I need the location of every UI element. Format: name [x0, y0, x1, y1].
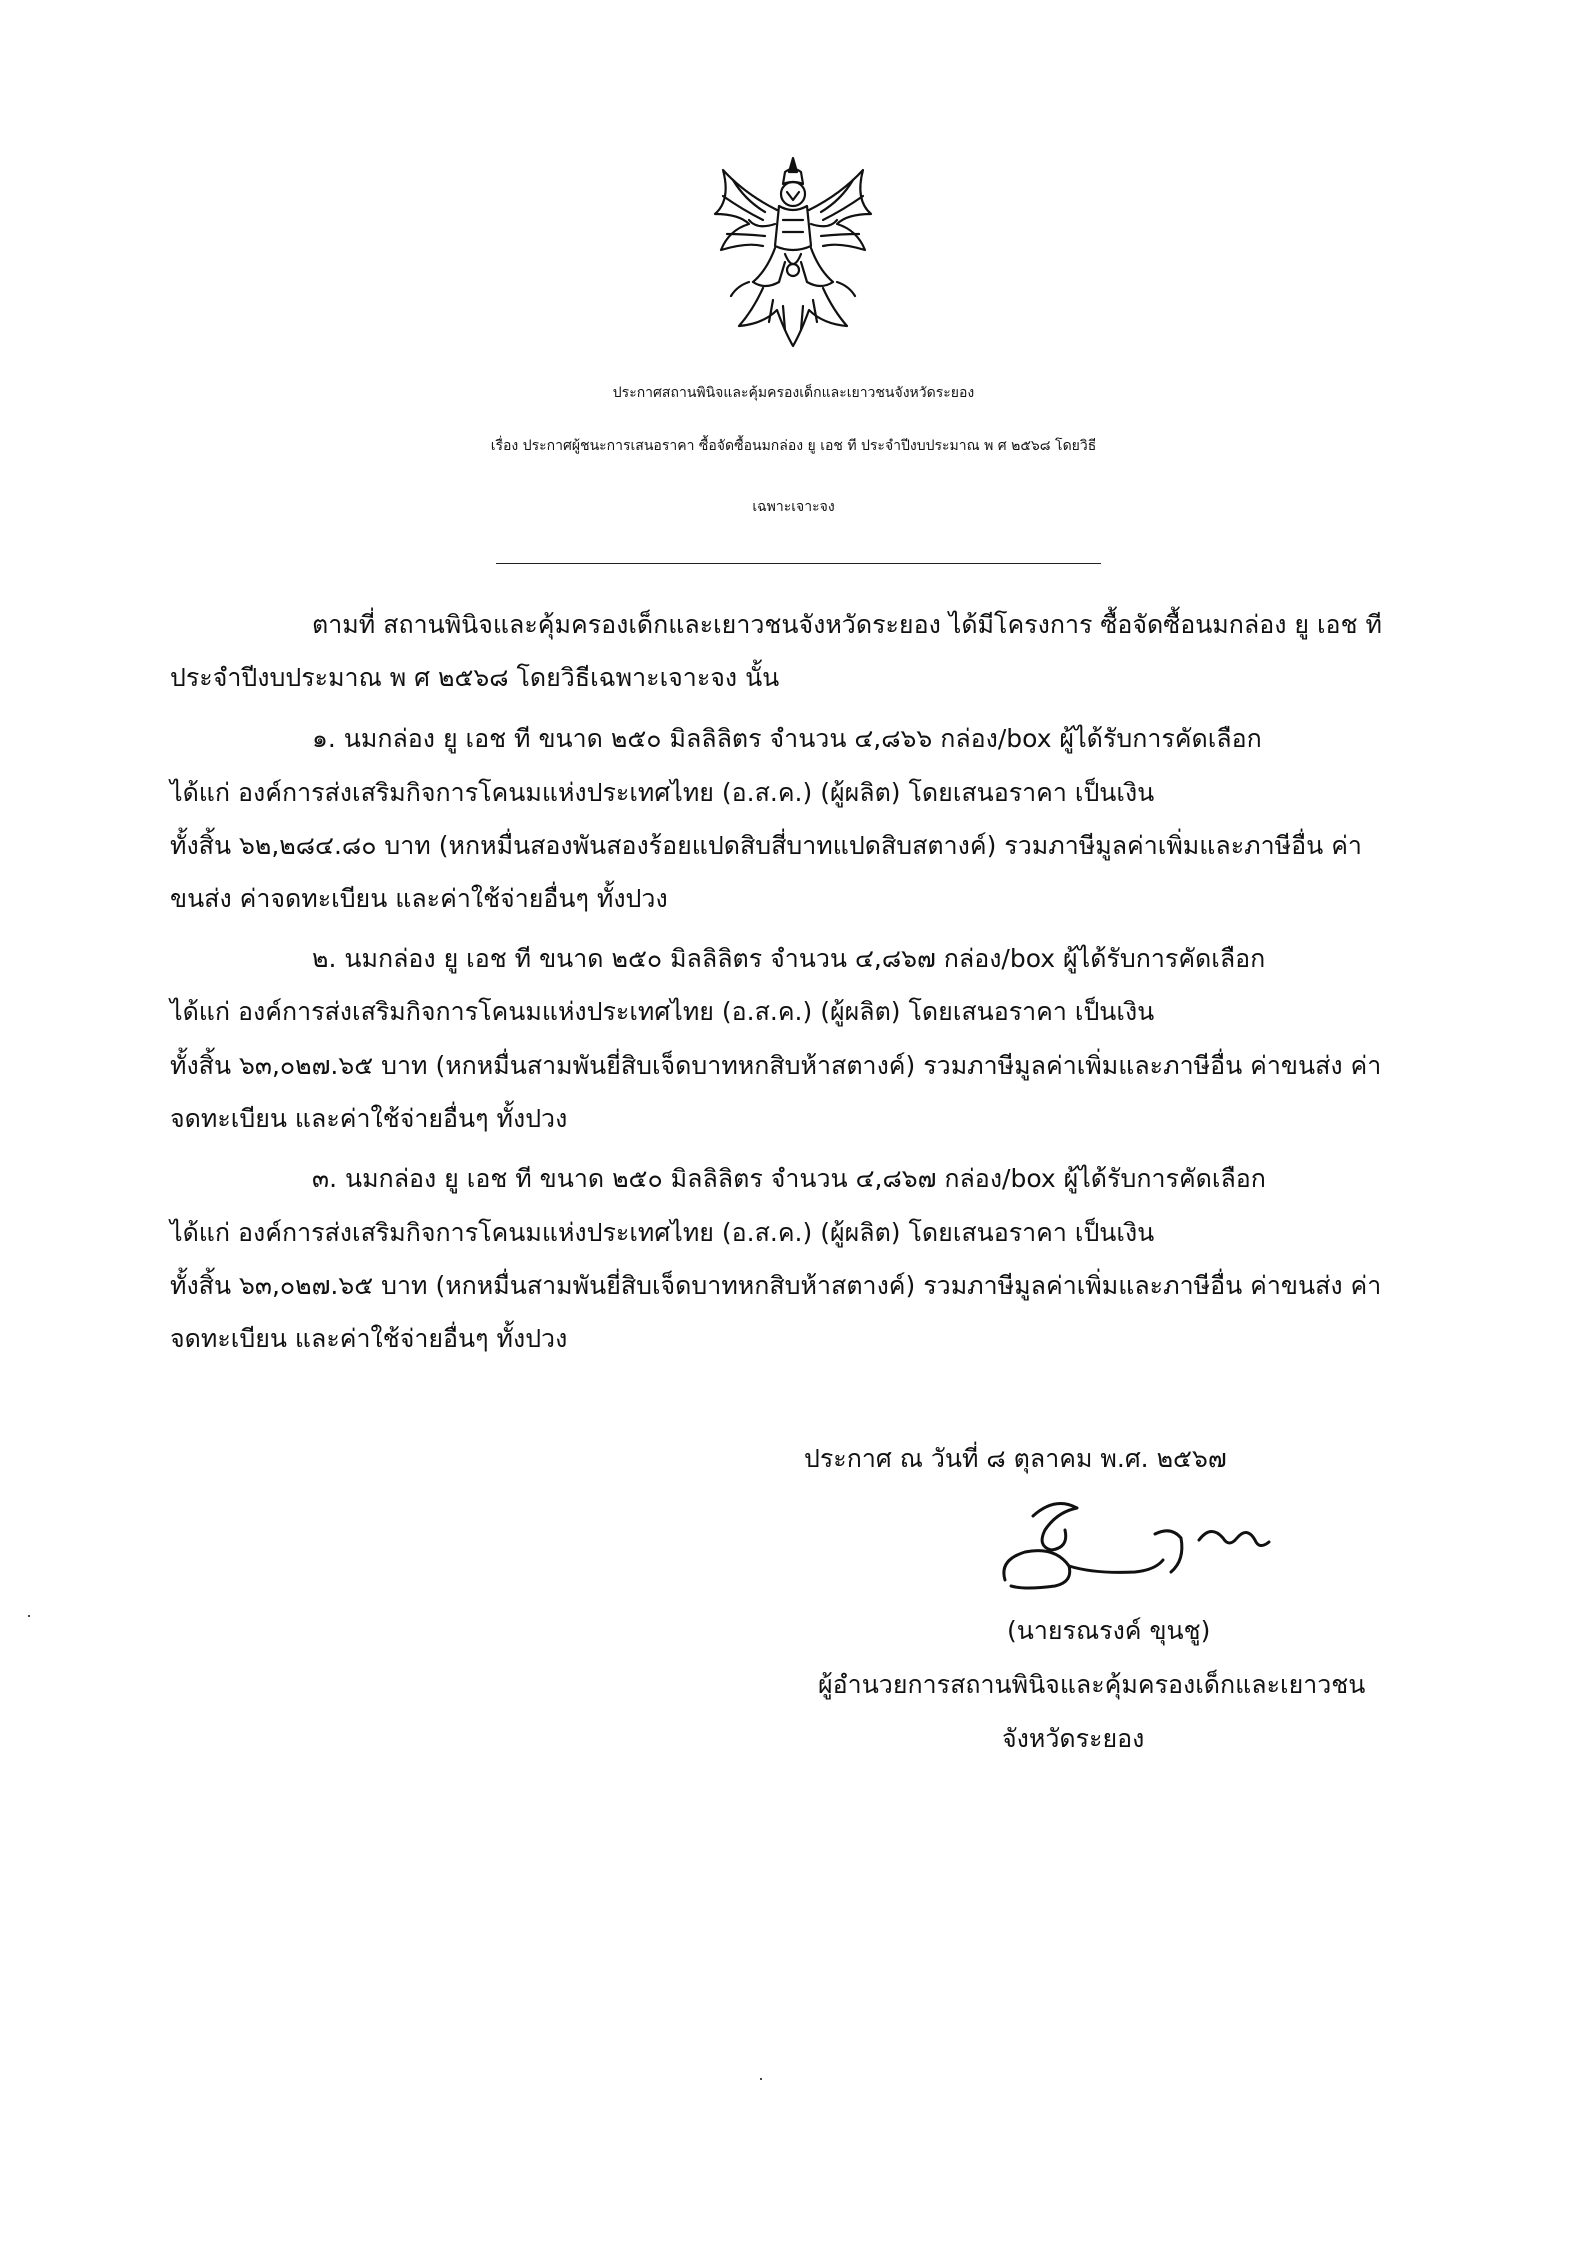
- item-3-line1: ๓. นมกล่อง ยู เอช ที ขนาด ๒๕๐ มิลลิลิตร จำนวน ๔,๘๖๗ กล่อง/box ผู้ได้รับการคัดเลือก: [312, 1164, 1266, 1193]
- item-1-line3: ทั้งสิ้น ๖๒,๒๘๔.๘๐ บาท (หกหมื่นสองพันสองร้อยแปดสิบสี่บาทแปดสิบสตางค์) รวมภาษีมูลค่าเพิ่มและภาษีอื่น ค่า: [170, 831, 1362, 860]
- intro-line2: ประจำปีงบประมาณ พ ศ ๒๕๖๘ โดยวิธีเฉพาะเจาะจง นั้น: [170, 663, 780, 692]
- scan-speck: [760, 2078, 762, 2080]
- item-2-line1: ๒. นมกล่อง ยู เอช ที ขนาด ๒๕๐ มิลลิลิตร จำนวน ๔,๘๖๗ กล่อง/box ผู้ได้รับการคัดเลือก: [312, 944, 1266, 973]
- item-2-line4: จดทะเบียน และค่าใช้จ่ายอื่นๆ ทั้งปวง: [170, 1104, 568, 1133]
- announcement-subject-line1: เรื่อง ประกาศผู้ชนะการเสนอราคา ซื้อจัดซื้อนมกล่อง ยู เอช ที ประจำปีงบประมาณ พ ศ ๒๕๖๘ โดยวิธี: [490, 438, 1097, 454]
- item-1-line2: ได้แก่ องค์การส่งเสริมกิจการโคนมแห่งประเทศไทย (อ.ส.ค.) (ผู้ผลิต) โดยเสนอราคา เป็นเงิน: [170, 778, 1155, 807]
- item-1-line1: ๑. นมกล่อง ยู เอช ที ขนาด ๒๕๐ มิลลิลิตร จำนวน ๔,๘๖๖ กล่อง/box ผู้ได้รับการคัดเลือก: [312, 724, 1262, 753]
- handwritten-signature-icon: [985, 1490, 1285, 1600]
- announcement-date: ประกาศ ณ วันที่ ๘ ตุลาคม พ.ศ. ๒๕๖๗: [804, 1444, 1227, 1473]
- item-3-line2: ได้แก่ องค์การส่งเสริมกิจการโคนมแห่งประเทศไทย (อ.ส.ค.) (ผู้ผลิต) โดยเสนอราคา เป็นเงิน: [170, 1218, 1155, 1247]
- announcement-subject-line2: เฉพาะเจาะจง: [752, 499, 835, 515]
- item-1-line4: ขนส่ง ค่าจดทะเบียน และค่าใช้จ่ายอื่นๆ ทั้งปวง: [170, 884, 668, 913]
- item-2-line2: ได้แก่ องค์การส่งเสริมกิจการโคนมแห่งประเทศไทย (อ.ส.ค.) (ผู้ผลิต) โดยเสนอราคา เป็นเงิน: [170, 997, 1155, 1026]
- item-3-line4: จดทะเบียน และค่าใช้จ่ายอื่นๆ ทั้งปวง: [170, 1324, 568, 1353]
- signer-province: จังหวัดระยอง: [1002, 1724, 1145, 1753]
- garuda-emblem-icon: [693, 150, 893, 355]
- intro-line1: ตามที่ สถานพินิจและคุ้มครองเด็กและเยาวชนจังหวัดระยอง ได้มีโครงการ ซื้อจัดซื้อนมกล่อง ยู เอช ที: [312, 610, 1382, 639]
- item-3-line3: ทั้งสิ้น ๖๓,๐๒๗.๖๕ บาท (หกหมื่นสามพันยี่สิบเจ็ดบาทหกสิบห้าสตางค์) รวมภาษีมูลค่าเพิ่มและภาษีอื่น ค่าขนส่ง ค่า: [170, 1271, 1382, 1300]
- signer-name: (นายรณรงค์ ขุนชู): [1007, 1616, 1211, 1645]
- announcement-title: ประกาศสถานพินิจและคุ้มครองเด็กและเยาวชนจังหวัดระยอง: [612, 385, 975, 401]
- signer-position: ผู้อำนวยการสถานพินิจและคุ้มครองเด็กและเยาวชน: [818, 1670, 1366, 1699]
- scan-speck: [28, 1615, 30, 1617]
- item-2-line3: ทั้งสิ้น ๖๓,๐๒๗.๖๕ บาท (หกหมื่นสามพันยี่สิบเจ็ดบาทหกสิบห้าสตางค์) รวมภาษีมูลค่าเพิ่มและภาษีอื่น ค่าขนส่ง ค่า: [170, 1051, 1382, 1080]
- heading-divider: [496, 563, 1101, 564]
